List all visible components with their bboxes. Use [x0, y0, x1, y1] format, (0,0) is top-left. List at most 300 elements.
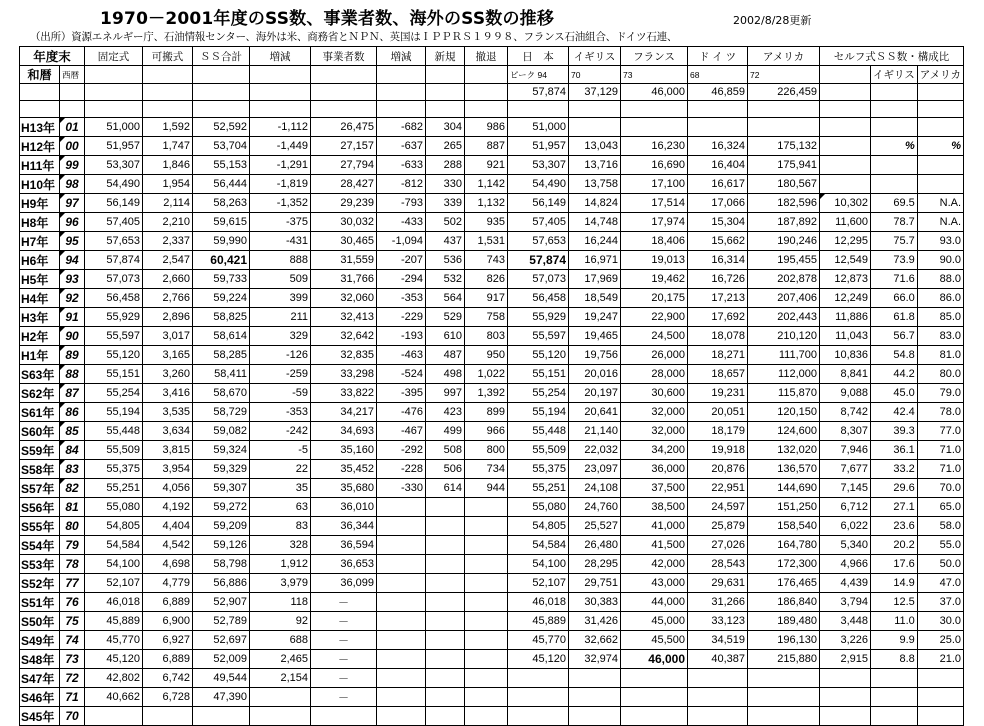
cell-france: 41,000 [621, 517, 688, 536]
cell-usa: 136,570 [748, 460, 820, 479]
cell-change: 888 [250, 251, 311, 270]
cell-new: 529 [426, 308, 465, 327]
cell-self-uk-count: 3,794 [820, 593, 871, 612]
cell-portable: 2,896 [143, 308, 193, 327]
cell-japan: 52,107 [508, 574, 569, 593]
cell-germany: 19,918 [688, 441, 748, 460]
cell-uk: 16,971 [569, 251, 621, 270]
table-row [20, 327, 964, 346]
col-header-self-service: セルフ式ＳＳ数・構成比 [820, 47, 964, 66]
cell-change: -259 [250, 365, 311, 384]
cell-portable: 3,815 [143, 441, 193, 460]
cell-germany: 17,066 [688, 194, 748, 213]
cell-france: 30,600 [621, 384, 688, 403]
cell-usa [748, 707, 820, 726]
cell-operators: 32,060 [311, 289, 377, 308]
table-row [20, 175, 964, 194]
cell-self-uk-pct: 44.2 [871, 365, 918, 384]
cell-operators: 34,693 [311, 422, 377, 441]
cell-uk: 16,244 [569, 232, 621, 251]
cell-uk: 24,108 [569, 479, 621, 498]
table-row [20, 479, 964, 498]
cell-france: 16,230 [621, 137, 688, 156]
cell-self-usa-pct [917, 118, 963, 137]
cell-self-uk-pct: 17.6 [871, 555, 918, 574]
cell-portable: 3,260 [143, 365, 193, 384]
cell-uk: 14,748 [569, 213, 621, 232]
table-row [20, 194, 964, 213]
col-header-japan: 日 本 [508, 47, 569, 66]
cell-operators: 32,413 [311, 308, 377, 327]
cell-wareki: S48年 [20, 650, 60, 669]
cell-wareki: S46年 [20, 688, 60, 707]
cell-usa: 172,300 [748, 555, 820, 574]
cell-self-uk-count: 8,841 [820, 365, 871, 384]
germany-peak-year: 68 [688, 66, 748, 84]
updated-date: 2002/8/28更新 [733, 14, 812, 27]
cell-uk: 19,465 [569, 327, 621, 346]
cell-seireki: 70 [60, 707, 85, 726]
col-header-germany: ド イ ツ [688, 47, 748, 66]
cell-germany: 17,692 [688, 308, 748, 327]
cell-self-uk-count [820, 156, 871, 175]
cell-japan: 45,120 [508, 650, 569, 669]
cell-fixed: 55,120 [85, 346, 143, 365]
cell-withdraw [465, 631, 508, 650]
cell-portable: 4,698 [143, 555, 193, 574]
cell-germany: 24,597 [688, 498, 748, 517]
cell-fixed: 55,509 [85, 441, 143, 460]
cell-japan [508, 688, 569, 707]
cell-self-usa-pct: 88.0 [917, 270, 963, 289]
cell-self-usa-pct: 25.0 [917, 631, 963, 650]
cell-seireki: 94 [60, 251, 85, 270]
cell-france: 17,514 [621, 194, 688, 213]
cell-change: -353 [250, 403, 311, 422]
cell-fixed: 55,929 [85, 308, 143, 327]
cell-fixed: 55,254 [85, 384, 143, 403]
cell-seireki: 95 [60, 232, 85, 251]
col-header-operator-change: 増減 [377, 47, 426, 66]
cell-operators: － [311, 688, 377, 707]
cell-germany: 17,213 [688, 289, 748, 308]
cell-withdraw: 758 [465, 308, 508, 327]
cell-change: 35 [250, 479, 311, 498]
cell-france: 42,000 [621, 555, 688, 574]
cell-operator-change [377, 536, 426, 555]
cell-usa: 112,000 [748, 365, 820, 384]
cell-ss-total: 58,670 [193, 384, 250, 403]
cell-france: 18,406 [621, 232, 688, 251]
cell-germany: 27,026 [688, 536, 748, 555]
cell-usa: 202,443 [748, 308, 820, 327]
cell-operator-change: -633 [377, 156, 426, 175]
cell-self-uk-count: 5,340 [820, 536, 871, 555]
cell-operators: － [311, 631, 377, 650]
cell-france: 16,690 [621, 156, 688, 175]
peak-values-row [20, 84, 964, 101]
cell-uk: 32,662 [569, 631, 621, 650]
cell-france: 20,175 [621, 289, 688, 308]
cell-withdraw: 935 [465, 213, 508, 232]
cell-new [426, 688, 465, 707]
cell-portable: 6,889 [143, 650, 193, 669]
header-row [20, 47, 964, 66]
cell-self-uk-count [820, 669, 871, 688]
cell-operators: 35,452 [311, 460, 377, 479]
cell-self-uk-count: 12,295 [820, 232, 871, 251]
cell-change: 22 [250, 460, 311, 479]
cell-seireki: 85 [60, 422, 85, 441]
cell-self-uk-pct: 14.9 [871, 574, 918, 593]
col-header-france: フランス [621, 47, 688, 66]
cell-wareki: H12年 [20, 137, 60, 156]
cell-new [426, 536, 465, 555]
cell-uk: 21,140 [569, 422, 621, 441]
cell-japan: 54,490 [508, 175, 569, 194]
cell-france: 24,500 [621, 327, 688, 346]
table-row [20, 441, 964, 460]
cell-change: -375 [250, 213, 311, 232]
cell-ss-total: 47,390 [193, 688, 250, 707]
cell-usa: 189,480 [748, 612, 820, 631]
cell-withdraw: 1,132 [465, 194, 508, 213]
cell-change: 3,979 [250, 574, 311, 593]
cell-france: 34,200 [621, 441, 688, 460]
cell-change: -1,449 [250, 137, 311, 156]
cell-change [250, 688, 311, 707]
cell-france: 22,900 [621, 308, 688, 327]
cell-germany: 18,271 [688, 346, 748, 365]
cell-ss-total: 58,263 [193, 194, 250, 213]
cell-wareki: S49年 [20, 631, 60, 650]
cell-operator-change: -1,094 [377, 232, 426, 251]
subheader-row [20, 66, 964, 84]
cell-operators: 32,642 [311, 327, 377, 346]
cell-self-uk-pct: 23.6 [871, 517, 918, 536]
cell-change: 63 [250, 498, 311, 517]
cell-self-usa-pct [917, 688, 963, 707]
cell-change: -1,352 [250, 194, 311, 213]
cell-germany: 18,179 [688, 422, 748, 441]
cell-self-usa-pct: 86.0 [917, 289, 963, 308]
cell-ss-total: 58,798 [193, 555, 250, 574]
cell-self-uk-count: 12,873 [820, 270, 871, 289]
cell-operator-change: -682 [377, 118, 426, 137]
cell-withdraw: 734 [465, 460, 508, 479]
cell-self-usa-pct [917, 156, 963, 175]
cell-operator-change [377, 517, 426, 536]
cell-operator-change: -463 [377, 346, 426, 365]
cell-usa: 180,567 [748, 175, 820, 194]
cell-self-usa-pct: 70.0 [917, 479, 963, 498]
cell-self-usa-pct: 79.0 [917, 384, 963, 403]
cell-france: 45,500 [621, 631, 688, 650]
france-peak-value: 46,000 [621, 84, 688, 101]
cell-japan: 45,889 [508, 612, 569, 631]
cell-self-uk-count: 9,088 [820, 384, 871, 403]
cell-portable: 4,192 [143, 498, 193, 517]
cell-ss-total: 52,697 [193, 631, 250, 650]
cell-seireki: 96 [60, 213, 85, 232]
cell-wareki: H7年 [20, 232, 60, 251]
cell-fixed: 55,080 [85, 498, 143, 517]
cell-seireki: 93 [60, 270, 85, 289]
cell-self-uk-count: 7,946 [820, 441, 871, 460]
cell-germany: 25,879 [688, 517, 748, 536]
cell-usa: 190,246 [748, 232, 820, 251]
cell-portable: 3,535 [143, 403, 193, 422]
cell-operators: 32,835 [311, 346, 377, 365]
cell-operator-change: -395 [377, 384, 426, 403]
cell-self-uk-count: 7,677 [820, 460, 871, 479]
cell-self-uk-pct: 61.8 [871, 308, 918, 327]
cell-fixed: 55,597 [85, 327, 143, 346]
cell-germany: 20,876 [688, 460, 748, 479]
cell-germany [688, 707, 748, 726]
cell-wareki: S55年 [20, 517, 60, 536]
cell-usa: 196,130 [748, 631, 820, 650]
cell-france: 38,500 [621, 498, 688, 517]
table-row [20, 251, 964, 270]
cell-france: 28,000 [621, 365, 688, 384]
cell-self-uk-count [820, 118, 871, 137]
table-row [20, 517, 964, 536]
table-body [20, 118, 964, 726]
cell-wareki: S53年 [20, 555, 60, 574]
cell-self-uk-pct: 73.9 [871, 251, 918, 270]
cell-japan: 51,000 [508, 118, 569, 137]
cell-fixed: 40,662 [85, 688, 143, 707]
col-header-uk: イギリス [569, 47, 621, 66]
cell-seireki: 83 [60, 460, 85, 479]
cell-seireki: 74 [60, 631, 85, 650]
cell-germany: 22,951 [688, 479, 748, 498]
cell-self-uk-pct: 69.5 [871, 194, 918, 213]
cell-self-uk-pct [871, 156, 918, 175]
cell-self-uk-count: 10,836 [820, 346, 871, 365]
cell-uk: 30,383 [569, 593, 621, 612]
germany-peak-value: 46,859 [688, 84, 748, 101]
cell-portable: 3,017 [143, 327, 193, 346]
cell-wareki: H1年 [20, 346, 60, 365]
table-row [20, 536, 964, 555]
cell-withdraw: 803 [465, 327, 508, 346]
cell-self-usa-pct: 85.0 [917, 308, 963, 327]
cell-withdraw: 986 [465, 118, 508, 137]
cell-japan: 54,584 [508, 536, 569, 555]
cell-usa: 186,840 [748, 593, 820, 612]
cell-wareki: S63年 [20, 365, 60, 384]
cell-self-uk-count [820, 707, 871, 726]
japan-peak-value: 57,874 [508, 84, 569, 101]
cell-uk: 32,974 [569, 650, 621, 669]
cell-france [621, 707, 688, 726]
cell-portable: 2,337 [143, 232, 193, 251]
table-row [20, 384, 964, 403]
cell-seireki: 01 [60, 118, 85, 137]
japan-peak-label: ピーク 94 [508, 66, 569, 84]
cell-fixed: 54,584 [85, 536, 143, 555]
cell-uk [569, 118, 621, 137]
cell-seireki: 81 [60, 498, 85, 517]
cell-ss-total: 59,733 [193, 270, 250, 289]
table-row [20, 631, 964, 650]
cell-new: 499 [426, 422, 465, 441]
cell-operator-change: -193 [377, 327, 426, 346]
cell-self-uk-pct: 56.7 [871, 327, 918, 346]
table-row [20, 346, 964, 365]
cell-new [426, 707, 465, 726]
cell-new: 614 [426, 479, 465, 498]
cell-germany: 16,324 [688, 137, 748, 156]
uk-peak-value: 37,129 [569, 84, 621, 101]
cell-withdraw: 1,392 [465, 384, 508, 403]
cell-usa: 207,406 [748, 289, 820, 308]
cell-usa [748, 118, 820, 137]
col-header-operators: 事業者数 [311, 47, 377, 66]
cell-self-uk-count: 4,439 [820, 574, 871, 593]
cell-germany: 16,404 [688, 156, 748, 175]
cell-usa: 195,455 [748, 251, 820, 270]
cell-fixed: 57,405 [85, 213, 143, 232]
table-row [20, 650, 964, 669]
table-row [20, 422, 964, 441]
cell-new: 437 [426, 232, 465, 251]
cell-portable: 3,954 [143, 460, 193, 479]
cell-ss-total: 59,324 [193, 441, 250, 460]
table-row [20, 213, 964, 232]
cell-operator-change: -476 [377, 403, 426, 422]
cell-uk: 18,549 [569, 289, 621, 308]
blank-row [20, 101, 964, 118]
cell-seireki: 84 [60, 441, 85, 460]
cell-operators: 27,157 [311, 137, 377, 156]
cell-operator-change: -637 [377, 137, 426, 156]
cell-usa: 210,120 [748, 327, 820, 346]
cell-uk: 19,756 [569, 346, 621, 365]
cell-portable: 2,660 [143, 270, 193, 289]
cell-withdraw: 1,022 [465, 365, 508, 384]
cell-operator-change [377, 612, 426, 631]
cell-usa: 202,878 [748, 270, 820, 289]
cell-wareki: S59年 [20, 441, 60, 460]
cell-france [621, 118, 688, 137]
cell-portable: 2,547 [143, 251, 193, 270]
cell-seireki: 80 [60, 517, 85, 536]
cell-uk: 22,032 [569, 441, 621, 460]
cell-fixed: 54,805 [85, 517, 143, 536]
cell-fixed: 55,251 [85, 479, 143, 498]
cell-self-uk-pct [871, 118, 918, 137]
cell-change: -1,291 [250, 156, 311, 175]
table-row [20, 612, 964, 631]
cell-uk [569, 707, 621, 726]
cell-self-uk-pct: 8.8 [871, 650, 918, 669]
cell-germany [688, 688, 748, 707]
cell-seireki: 87 [60, 384, 85, 403]
cell-usa: 182,596 [748, 194, 820, 213]
cell-operator-change: -207 [377, 251, 426, 270]
cell-self-usa-pct: 83.0 [917, 327, 963, 346]
cell-uk: 26,480 [569, 536, 621, 555]
cell-japan: 55,375 [508, 460, 569, 479]
cell-usa: 124,600 [748, 422, 820, 441]
table-row [20, 289, 964, 308]
cell-germany: 16,314 [688, 251, 748, 270]
cell-uk: 28,295 [569, 555, 621, 574]
cell-withdraw [465, 688, 508, 707]
cell-portable: 1,846 [143, 156, 193, 175]
cell-withdraw: 950 [465, 346, 508, 365]
cell-japan: 53,307 [508, 156, 569, 175]
cell-ss-total: 59,082 [193, 422, 250, 441]
cell-operator-change [377, 650, 426, 669]
cell-self-usa-pct: 71.0 [917, 460, 963, 479]
cell-seireki: 89 [60, 346, 85, 365]
cell-operator-change: -228 [377, 460, 426, 479]
cell-change: 329 [250, 327, 311, 346]
cell-new [426, 498, 465, 517]
cell-change: 399 [250, 289, 311, 308]
cell-self-uk-pct: 42.4 [871, 403, 918, 422]
cell-change: 211 [250, 308, 311, 327]
cell-ss-total: 58,411 [193, 365, 250, 384]
cell-wareki: H8年 [20, 213, 60, 232]
cell-operator-change [377, 669, 426, 688]
cell-self-usa-pct: 71.0 [917, 441, 963, 460]
table-row [20, 707, 964, 726]
cell-japan: 54,805 [508, 517, 569, 536]
cell-japan: 51,957 [508, 137, 569, 156]
cell-portable: 1,747 [143, 137, 193, 156]
cell-germany: 18,078 [688, 327, 748, 346]
cell-self-uk-count: 2,915 [820, 650, 871, 669]
table-row [20, 688, 964, 707]
cell-portable: 2,210 [143, 213, 193, 232]
cell-new [426, 612, 465, 631]
cell-wareki: H13年 [20, 118, 60, 137]
cell-operators: 29,239 [311, 194, 377, 213]
cell-self-uk-pct: 39.3 [871, 422, 918, 441]
cell-self-usa-pct: 58.0 [917, 517, 963, 536]
cell-withdraw: 921 [465, 156, 508, 175]
cell-portable: 1,954 [143, 175, 193, 194]
cell-usa: 158,540 [748, 517, 820, 536]
cell-wareki: S62年 [20, 384, 60, 403]
self-usa-header: アメリカ [917, 66, 963, 84]
cell-fixed: 53,307 [85, 156, 143, 175]
cell-ss-total: 58,825 [193, 308, 250, 327]
cell-portable: 3,165 [143, 346, 193, 365]
cell-usa: 144,690 [748, 479, 820, 498]
cell-operators [311, 707, 377, 726]
usa-peak-value: 226,459 [748, 84, 820, 101]
cell-operator-change: -433 [377, 213, 426, 232]
cell-japan: 57,653 [508, 232, 569, 251]
cell-self-uk-pct: 20.2 [871, 536, 918, 555]
table-row [20, 118, 964, 137]
cell-self-uk-count: 6,712 [820, 498, 871, 517]
cell-fixed: 51,957 [85, 137, 143, 156]
cell-fixed: 57,653 [85, 232, 143, 251]
col-header-withdraw: 撤退 [465, 47, 508, 66]
cell-germany: 29,631 [688, 574, 748, 593]
table-row [20, 403, 964, 422]
cell-operator-change: -524 [377, 365, 426, 384]
cell-operator-change [377, 498, 426, 517]
cell-japan: 46,018 [508, 593, 569, 612]
